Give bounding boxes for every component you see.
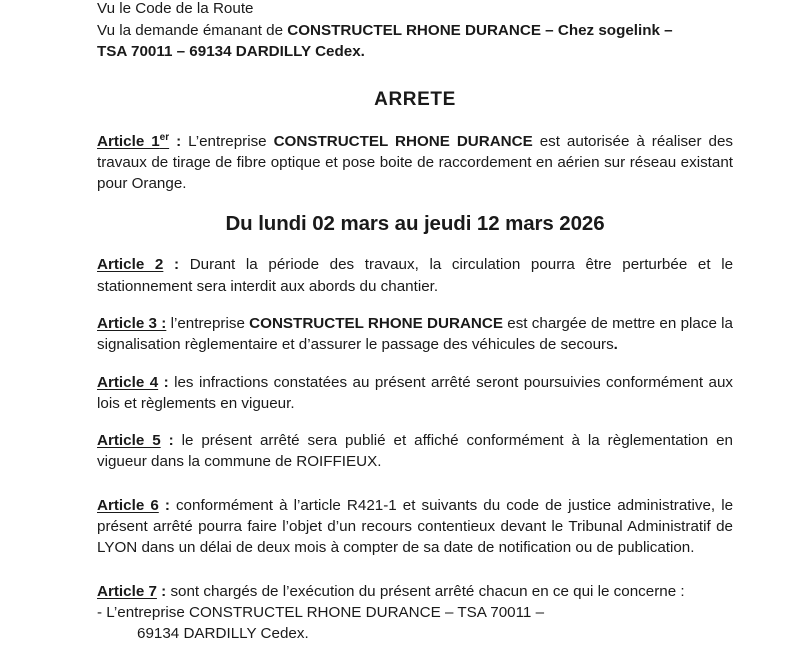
preamble-block — [97, 0, 733, 63]
article-7-label: Article 7 — [97, 582, 157, 600]
article-1-label-text: Article 1 — [97, 132, 160, 150]
article-7-paragraph — [97, 581, 733, 602]
article-1-company: CONSTRUCTEL RHONE DURANCE — [273, 132, 533, 150]
article-5-label: Article 5 — [97, 432, 161, 450]
article-3-text-trailing-period: . — [613, 336, 618, 354]
preamble-line-code-route: Vu le Code de la Route — [97, 0, 254, 17]
article-3-company: CONSTRUCTEL RHONE DURANCE — [249, 314, 503, 332]
article-4-label: Article 4 — [97, 373, 159, 391]
article-2-paragraph — [97, 254, 733, 297]
article-1-label-colon: : — [169, 132, 182, 150]
article-5-label-colon: : — [160, 432, 174, 450]
article-7-label-colon: : — [156, 582, 167, 600]
article-7-list-line-2 — [97, 623, 733, 644]
article-1-text-rest: est autorisée à réaliser des travaux de tirage de fibre optique et pose boite de raccordement en aérien sur réseau existant pour Orange. — [97, 132, 733, 193]
preamble-company-line1: CONSTRUCTEL RHONE DURANCE – Chez sogelink – — [287, 21, 673, 39]
article-2-text: Durant la période des travaux, la circulation pourra être perturbée et le stationnement sera interdit aux abords du chantier. — [97, 256, 734, 295]
article-2-label: Article 2 — [97, 256, 164, 274]
article-3-paragraph — [97, 313, 733, 356]
article-4-label-colon: : — [158, 373, 169, 391]
article-4-paragraph — [97, 372, 733, 415]
article-3-text-lead: l’entreprise — [166, 314, 250, 332]
article-4-text: les infractions constatées au présent arrêté seront poursuivies conformément aux lois et règlements en vigueur. — [97, 373, 733, 412]
article-6-label-colon: : — [158, 496, 170, 514]
article-3-text-rest: est chargée de mettre en place la signalisation règlementaire et d’assurer le passage des véhicules de secours — [97, 314, 733, 354]
heading-works-period: Du lundi 02 mars au jeudi 12 mars 2026 — [225, 212, 605, 236]
article-7-text: sont chargés de l’exécution du présent arrêté chacun en ce qui le concerne : — [166, 582, 685, 600]
article-6-text: conformément à l’article R421-1 et suivants du code de justice administrative, le présent arrêté pourra faire l’objet d’un recours contentieux devant le Tribunal Administratif de LYON dans un délai de deux mois à compter de sa date de notification ou de publication. — [97, 496, 734, 557]
article-2-label-colon: : — [163, 256, 180, 274]
preamble-demande-prefix: Vu la demande émanant de — [97, 21, 288, 39]
preamble-line-demande — [97, 20, 733, 42]
article-5-text: le présent arrêté sera publié et affiché conformément à la règlementation en vigueur dans la commune de ROIFFIEUX. — [97, 432, 733, 471]
article-1-text-lead: L’entreprise — [181, 132, 274, 150]
article-6-paragraph — [97, 495, 733, 559]
article-6-label: Article 6 — [97, 496, 159, 514]
article-1-label-superscript: er — [159, 131, 170, 143]
heading-arrete: ARRETE — [374, 88, 456, 110]
article-7-list-line-2-text: 69134 DARDILLY Cedex. — [137, 625, 309, 643]
article-1-label — [97, 133, 169, 150]
article-5-paragraph — [97, 430, 733, 473]
article-7-list-line-1: - L’entreprise CONSTRUCTEL RHONE DURANCE – TSA 70011 – — [97, 603, 545, 621]
article-1-paragraph — [97, 131, 733, 195]
article-3-label: Article 3 : — [97, 314, 167, 332]
preamble-company-line2: TSA 70011 – 69134 DARDILLY Cedex. — [97, 43, 365, 60]
document-body — [97, 0, 733, 645]
